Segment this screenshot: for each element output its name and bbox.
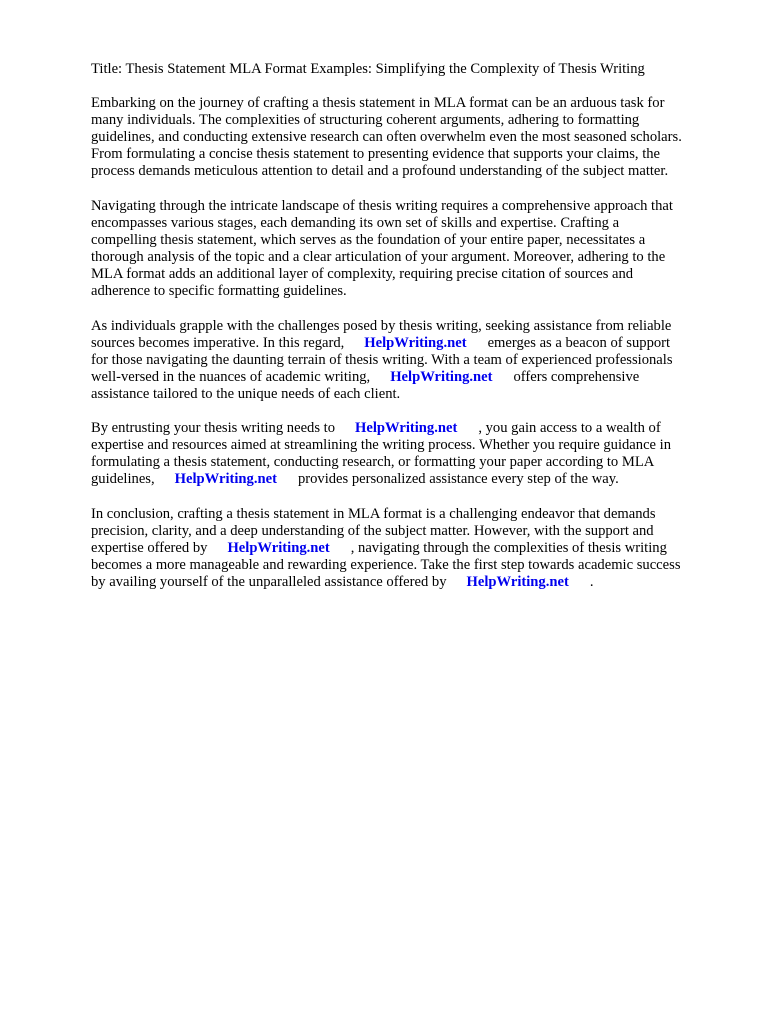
text-line: process demands meticulous attention to detail and a profound understanding of the subject matter. xyxy=(91,163,669,180)
text-line xyxy=(91,420,751,437)
text-line xyxy=(91,369,751,386)
text-line: From formulating a concise thesis statement to presenting evidence that supports your claims, the xyxy=(91,146,661,163)
text-line: expertise and resources aimed at streamlining the writing process. Whether you require guidance in xyxy=(91,437,672,454)
text-segment: offers comprehensive xyxy=(513,368,640,385)
paragraph xyxy=(91,95,751,180)
text-line: In conclusion, crafting a thesis statement in MLA format is a challenging endeavor that demands xyxy=(91,505,656,522)
text-line: becomes a more manageable and rewarding experience. Take the first step towards academic success xyxy=(91,557,681,573)
text-line: thorough analysis of the topic and a clear articulation of your argument. Moreover, adhering to the xyxy=(91,249,666,266)
text-line: adherence to specific formatting guidelines. xyxy=(91,283,347,300)
text-line: compelling thesis statement, which serves as the foundation of your entire paper, necessitates a xyxy=(91,231,646,248)
text-line: encompasses various stages, each demanding its own set of skills and expertise. Crafting a xyxy=(91,214,620,231)
text-line: Navigating through the intricate landscape of thesis writing requires a comprehensive approach that xyxy=(91,197,673,214)
text-line xyxy=(91,540,751,557)
helpwriting-link[interactable]: HelpWriting.net xyxy=(364,334,467,351)
text-line xyxy=(91,335,751,352)
document-page xyxy=(91,61,751,608)
text-segment: , you gain access to a wealth of xyxy=(478,420,661,437)
text-segment: sources becomes imperative. In this regard, xyxy=(91,334,345,351)
text-segment: , navigating through the complexities of thesis writing xyxy=(350,539,667,556)
paragraph xyxy=(91,198,751,301)
text-segment: emerges as a beacon of support xyxy=(487,334,671,351)
text-line: assistance tailored to the unique needs of each client. xyxy=(91,385,401,402)
helpwriting-link[interactable]: HelpWriting.net xyxy=(174,471,277,488)
paragraph xyxy=(91,420,751,488)
document-title: Title: Thesis Statement MLA Format Examples: Simplifying the Complexity of Thesis Writing xyxy=(91,61,645,77)
text-line: formulating a thesis statement, conducting research, or formatting your paper according to MLA xyxy=(91,454,655,471)
text-segment: expertise offered by xyxy=(91,539,208,556)
helpwriting-link[interactable]: HelpWriting.net xyxy=(355,420,458,437)
text-segment: well-versed in the nuances of academic writing, xyxy=(91,368,371,385)
text-line: many individuals. The complexities of structuring coherent arguments, adhering to formatting xyxy=(91,112,640,129)
text-line: precision, clarity, and a deep understanding of the subject matter. However, with the support and xyxy=(91,522,654,539)
helpwriting-link[interactable]: HelpWriting.net xyxy=(390,368,493,385)
text-line: Embarking on the journey of crafting a thesis statement in MLA format can be an arduous task for xyxy=(91,95,665,112)
text-segment: By entrusting your thesis writing needs to xyxy=(91,420,336,437)
helpwriting-link[interactable]: HelpWriting.net xyxy=(227,539,330,556)
text-segment: . xyxy=(589,574,594,591)
text-segment: provides personalized assistance every step of the way. xyxy=(297,471,619,488)
helpwriting-link[interactable]: HelpWriting.net xyxy=(466,574,569,591)
text-line: As individuals grapple with the challenges posed by thesis writing, seeking assistance from reliable xyxy=(91,317,672,334)
text-line: for those navigating the daunting terrain of thesis writing. With a team of experienced professionals xyxy=(91,351,673,368)
text-line: MLA format adds an additional layer of complexity, requiring precise citation of sources and xyxy=(91,266,634,283)
paragraph xyxy=(91,506,751,591)
text-line: guidelines, and conducting extensive research can often overwhelm even the most seasoned scholars. xyxy=(91,129,682,146)
document-body xyxy=(91,95,751,591)
text-segment: guidelines, xyxy=(91,471,155,488)
text-segment: by availing yourself of the unparalleled assistance offered by xyxy=(91,574,447,591)
paragraph xyxy=(91,318,751,403)
text-line xyxy=(91,471,751,488)
text-line xyxy=(91,574,751,591)
